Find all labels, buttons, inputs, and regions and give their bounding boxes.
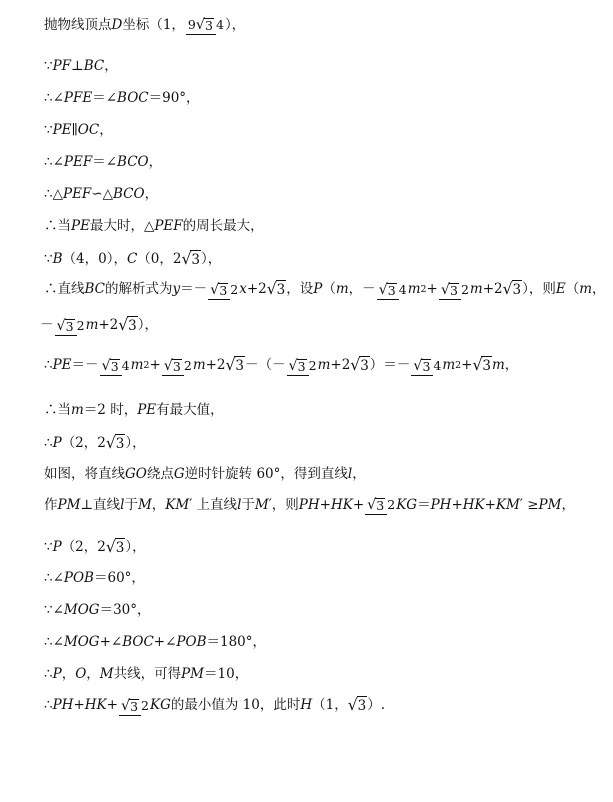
- math-variable: C: [126, 251, 138, 268]
- radical-sign-icon: √: [105, 434, 116, 452]
- text-run: ∵: [44, 58, 53, 74]
- text-run: ∴: [44, 435, 53, 452]
- fraction-denominator: [387, 495, 395, 512]
- text-run: ），: [125, 435, 146, 452]
- text-run: ，－: [348, 281, 376, 298]
- text-run: ，: [561, 496, 575, 513]
- math-variable: m: [442, 357, 456, 374]
- text-run: ∴△: [44, 186, 63, 202]
- solution-line: ∴直线 BC 的解析式为 y ＝－ √ 3 2 x +2 √3 ，设 P （ m ，－ √ 3 4 m 2 + √ 3 2 m +2 √3 ），则 E （ m ，: [44, 280, 606, 298]
- square-root: [181, 252, 200, 268]
- math-variable: POB: [63, 570, 94, 586]
- math-variable: PEF: [154, 218, 183, 234]
- math-variable: m: [130, 357, 144, 374]
- text-run: ′ 上直线: [189, 496, 238, 513]
- fraction-denominator: [141, 696, 149, 713]
- square-root: [348, 698, 367, 714]
- text-run: +2: [330, 357, 351, 374]
- square-root: [289, 359, 307, 374]
- math-variable: PM: [57, 496, 81, 513]
- text-run: ），: [224, 16, 246, 33]
- square-root: [503, 282, 522, 298]
- radical-sign-icon: √: [367, 497, 377, 514]
- text-run: +: [149, 357, 161, 374]
- square-root: [106, 540, 125, 556]
- math-variable: BC: [83, 58, 105, 74]
- math-variable: l: [120, 496, 125, 513]
- solution-line: [44, 498, 605, 513]
- math-variable: m: [85, 317, 99, 334]
- radicand: 3: [450, 282, 458, 298]
- solution-line: [44, 604, 605, 618]
- fraction: [55, 319, 85, 334]
- text-run: 作: [44, 496, 58, 513]
- radical-sign-icon: √: [225, 356, 236, 374]
- radical-sign-icon: √: [347, 696, 358, 714]
- solution-line: [44, 636, 605, 650]
- math-variable: GO: [125, 466, 147, 482]
- radicand: 3: [482, 358, 491, 374]
- math-variable: m: [491, 357, 505, 374]
- text-run: ∴当: [44, 402, 71, 418]
- text-run: 如图，将直线: [44, 466, 125, 482]
- solution-line: [44, 156, 605, 170]
- square-root: [367, 498, 385, 513]
- solution-line: [44, 436, 605, 452]
- text-run: ，: [352, 466, 366, 482]
- math-variable: KG: [396, 496, 418, 513]
- text-run: +: [451, 496, 463, 513]
- text-run: 逆时针旋转 60°，得到直线: [184, 466, 348, 482]
- text-run: ∴∠: [44, 90, 64, 106]
- fraction: [411, 359, 441, 374]
- fraction: [100, 359, 130, 374]
- math-variable: MOG: [63, 602, 100, 618]
- radicand: 3: [297, 358, 306, 374]
- math-variable: BOC: [122, 634, 154, 650]
- radical-sign-icon: √: [350, 356, 361, 374]
- text-run: ∴: [44, 357, 53, 374]
- math-variable: x: [239, 281, 247, 298]
- solution-line: [44, 220, 605, 234]
- text-run: +2: [246, 281, 267, 298]
- text-run: +: [106, 697, 118, 714]
- fraction-numerator: [439, 282, 461, 300]
- math-variable: PFE: [63, 90, 93, 106]
- math-variable: POB: [176, 634, 207, 650]
- fraction-numerator: [55, 318, 77, 336]
- math-variable: HK: [462, 496, 485, 513]
- text-run: （1，: [312, 697, 348, 714]
- text-run: 于: [241, 496, 255, 513]
- math-variable: PF: [52, 58, 72, 74]
- fraction-numerator: [377, 282, 399, 300]
- radicand: 3: [422, 358, 431, 374]
- radicand: 3: [276, 282, 286, 298]
- math-variable: m: [192, 357, 206, 374]
- radicand: 3: [205, 18, 213, 33]
- square-root: [413, 359, 431, 374]
- text-run: ，: [61, 666, 76, 682]
- text-run: 2: [141, 697, 149, 713]
- text-run: ，: [504, 357, 519, 374]
- text-run: ⊥直线: [80, 496, 121, 513]
- text-run: +∠: [153, 634, 177, 650]
- text-run: ∴∠: [44, 154, 64, 170]
- text-run: 绕点: [146, 466, 174, 482]
- math-variable: O: [75, 666, 87, 682]
- math-variable: P: [52, 539, 62, 556]
- radicand: 3: [387, 282, 396, 298]
- radical-sign-icon: √: [502, 280, 513, 298]
- solution-line: [44, 18, 605, 33]
- math-variable: M: [99, 666, 114, 682]
- math-variable: m: [579, 281, 593, 298]
- text-run: ），: [137, 317, 159, 334]
- square-root: [441, 283, 459, 298]
- radicand: 3: [219, 282, 228, 298]
- text-run: 9: [187, 17, 196, 33]
- text-run: ∴: [44, 666, 53, 682]
- fraction-numerator: [411, 358, 433, 376]
- math-variable: E: [555, 281, 566, 298]
- text-run: ∵∠: [44, 602, 64, 618]
- radicand: 3: [235, 358, 245, 374]
- square-root: [350, 358, 369, 374]
- text-run: ，: [151, 496, 166, 513]
- square-root: [57, 319, 75, 334]
- fraction-numerator: [119, 698, 141, 716]
- text-run: ＝－: [180, 281, 208, 298]
- square-root: [102, 359, 120, 374]
- text-run: 的最小值为 10，此时: [170, 697, 301, 714]
- text-run: ，: [104, 58, 118, 74]
- text-run: ∵: [44, 251, 53, 268]
- text-run: ），: [200, 251, 222, 268]
- solution-line: ∴ PE ＝－ √ 3 4 m 2 + √ 3 2 m +2 √3 －（－ √ 3 2 m +2 √3 ）＝－ √ 3 4 m 2 + √3 m ，: [44, 356, 519, 374]
- radicand: 3: [191, 252, 200, 268]
- text-run: ∴∠: [44, 570, 64, 586]
- math-variable: B: [52, 251, 63, 268]
- fraction: [287, 359, 317, 374]
- radical-sign-icon: √: [288, 357, 298, 374]
- text-run: ，: [148, 154, 163, 170]
- fraction-numerator: [287, 358, 309, 376]
- radical-sign-icon: √: [378, 281, 388, 298]
- fraction-denominator: [230, 280, 238, 297]
- text-run: 的解析式为: [105, 281, 173, 298]
- math-variable: PH: [52, 697, 74, 714]
- text-run: 2: [76, 317, 85, 333]
- text-run: ∵: [44, 122, 53, 138]
- solution-line: [44, 60, 605, 74]
- radicand: 3: [110, 358, 119, 374]
- text-run: +: [484, 496, 496, 513]
- text-run: ＝∠: [92, 154, 118, 170]
- fraction-numerator: [208, 282, 230, 300]
- math-variable: PE: [137, 402, 157, 418]
- solution-line: [44, 124, 605, 138]
- text-run: －（－: [245, 357, 286, 374]
- text-run: ＝90°，: [148, 90, 200, 106]
- text-run: 共线，可得: [113, 666, 182, 682]
- text-run: 坐标（1，: [122, 16, 185, 33]
- text-run: （0，2: [137, 251, 182, 268]
- square-root: [164, 359, 182, 374]
- text-run: ＝60°，: [93, 570, 145, 586]
- text-run: +: [352, 496, 365, 513]
- fraction-numerator: [100, 358, 122, 376]
- text-run: 2: [308, 357, 317, 373]
- text-run: ∽△: [91, 186, 113, 202]
- math-variable: m: [335, 281, 349, 298]
- math-variable: PEF: [62, 186, 92, 202]
- square-root: [267, 282, 286, 298]
- fraction-denominator: [399, 280, 407, 297]
- square-root: [121, 699, 139, 714]
- radicand: 3: [172, 358, 181, 374]
- text-run: 2: [230, 281, 239, 297]
- math-variable: BC: [84, 281, 106, 298]
- math-variable: PH: [298, 496, 320, 513]
- text-run: ，: [99, 122, 113, 138]
- solution-line: [44, 572, 605, 586]
- text-run: ′ ≥: [519, 496, 539, 513]
- square-root: [210, 283, 228, 298]
- radicand: 3: [357, 698, 367, 714]
- text-run: （: [322, 281, 336, 298]
- fraction-denominator: [309, 356, 317, 373]
- text-run: ′，则: [268, 496, 299, 513]
- text-run: +: [461, 357, 473, 374]
- math-variable: PE: [52, 357, 72, 374]
- fraction-denominator: [122, 356, 130, 373]
- text-run: ＝－: [71, 357, 99, 374]
- radical-sign-icon: √: [118, 316, 129, 334]
- text-run: ⊥: [71, 58, 84, 74]
- solution-line: [44, 92, 605, 106]
- solution-line: [44, 188, 605, 202]
- solution-line: [40, 318, 605, 334]
- math-variable: m: [407, 281, 421, 298]
- text-run: ，: [86, 666, 100, 682]
- fraction: [119, 699, 149, 714]
- math-variable: PE: [71, 218, 90, 234]
- fraction: [439, 283, 469, 298]
- text-run: （2，2: [61, 435, 106, 452]
- square-root: [196, 18, 214, 33]
- square-root: [472, 358, 491, 374]
- text-run: ）.: [367, 697, 386, 714]
- fraction-denominator: [216, 15, 224, 32]
- radicand: 3: [115, 436, 125, 452]
- radicand: 3: [115, 540, 125, 556]
- math-variable: y: [172, 281, 181, 298]
- text-run: +: [319, 496, 331, 513]
- text-run: +2: [482, 281, 503, 298]
- math-variable: KM: [165, 496, 190, 513]
- fraction-numerator: [186, 17, 216, 35]
- solution-line: [44, 468, 605, 482]
- math-variable: MOG: [63, 634, 100, 650]
- radical-sign-icon: √: [210, 281, 220, 298]
- math-variable: BCO: [117, 154, 149, 170]
- radical-sign-icon: √: [181, 250, 192, 268]
- math-variable: l: [237, 496, 242, 513]
- text-run: +2: [205, 357, 226, 374]
- text-run: 2: [460, 281, 469, 297]
- math-variable: HK: [84, 697, 107, 714]
- math-variable: G: [173, 466, 185, 482]
- text-run: ），则: [522, 281, 556, 298]
- fraction-numerator: [162, 358, 184, 376]
- radicand: 3: [65, 318, 74, 334]
- text-run: ∴当: [44, 218, 71, 234]
- fraction: [377, 283, 407, 298]
- math-variable: BOC: [117, 90, 149, 106]
- math-variable: PEF: [63, 154, 93, 170]
- text-run: +: [426, 281, 438, 298]
- text-run: ＝2 时，: [83, 402, 138, 418]
- text-run: （2，2: [61, 539, 106, 556]
- text-run: 4: [215, 17, 224, 33]
- solution-line: [44, 252, 605, 268]
- math-variable: PH: [430, 496, 452, 513]
- text-run: ∴: [44, 697, 53, 714]
- math-variable: PE: [52, 122, 72, 138]
- radicand: 3: [512, 282, 522, 298]
- fraction: [186, 18, 224, 33]
- fraction-denominator: [184, 356, 192, 373]
- math-variable: PM: [181, 666, 205, 682]
- text-run: （: [565, 281, 580, 298]
- text-run: +2: [98, 317, 119, 334]
- square-root: [226, 358, 245, 374]
- text-run: 4: [121, 357, 130, 373]
- text-run: 最大时，△: [89, 218, 155, 234]
- text-run: ∴∠: [44, 634, 64, 650]
- math-variable: HK: [330, 496, 353, 513]
- radical-sign-icon: √: [56, 317, 66, 334]
- math-variable: m: [469, 281, 483, 298]
- text-run: ＝: [417, 496, 431, 513]
- text-run: ＝180°，: [206, 634, 267, 650]
- solution-line: [44, 540, 605, 556]
- fraction-denominator: [461, 280, 469, 297]
- text-run: ＝∠: [92, 90, 118, 106]
- fraction: [162, 359, 192, 374]
- radicand: 3: [130, 698, 139, 714]
- text-run: ∥: [71, 122, 78, 138]
- radical-sign-icon: √: [266, 280, 277, 298]
- math-variable: P: [52, 666, 62, 682]
- text-run: 2: [387, 497, 396, 513]
- radical-sign-icon: √: [472, 356, 483, 374]
- fraction: [365, 498, 395, 513]
- math-variable: P: [52, 435, 62, 452]
- text-run: ，: [144, 186, 159, 202]
- text-run: 有最大值，: [156, 402, 224, 418]
- text-run: ，设: [286, 281, 314, 298]
- math-variable: OC: [77, 122, 100, 138]
- square-root: [118, 318, 137, 334]
- radical-sign-icon: √: [101, 357, 111, 374]
- fraction-denominator: [77, 316, 85, 333]
- solution-line: [44, 404, 605, 418]
- fraction-numerator: [365, 497, 387, 515]
- math-variable: PM: [538, 496, 562, 513]
- text-run: 于: [124, 496, 138, 513]
- text-run: ）＝－: [369, 357, 411, 374]
- text-run: ＝10，: [204, 666, 249, 682]
- math-variable: m: [317, 357, 331, 374]
- fraction: [208, 283, 238, 298]
- text-run: ，: [592, 281, 606, 298]
- text-run: 的周长最大，: [182, 218, 264, 234]
- math-variable: m: [71, 402, 84, 418]
- text-run: －: [40, 317, 54, 334]
- radical-sign-icon: √: [413, 357, 423, 374]
- text-run: 4: [398, 281, 407, 297]
- square-root: [379, 283, 397, 298]
- radicand: 3: [376, 498, 385, 513]
- text-run: ∴直线: [44, 281, 85, 298]
- math-variable: BCO: [113, 186, 145, 202]
- radical-sign-icon: √: [105, 538, 116, 556]
- fraction-denominator: [433, 356, 441, 373]
- text-run: 2: [183, 357, 192, 373]
- text-run: ＝30°，: [99, 602, 151, 618]
- text-run: 4: [433, 357, 442, 373]
- math-variable: H: [300, 697, 313, 714]
- square-root: [106, 436, 125, 452]
- text-run: +∠: [99, 634, 123, 650]
- radical-sign-icon: √: [120, 697, 131, 714]
- solution-line: [44, 668, 605, 682]
- text-run: +: [73, 697, 85, 714]
- text-run: 抛物线顶点: [44, 16, 112, 33]
- radical-sign-icon: √: [440, 281, 450, 298]
- math-variable: KM: [495, 496, 520, 513]
- math-variable: M: [137, 496, 152, 513]
- math-variable: D: [111, 16, 123, 33]
- math-variable: M: [254, 496, 269, 513]
- text-run: ∵: [44, 539, 53, 556]
- radicand: 3: [360, 358, 369, 374]
- math-variable: P: [313, 281, 323, 298]
- text-run: ），: [125, 539, 146, 556]
- radical-sign-icon: √: [195, 17, 206, 34]
- math-variable: l: [347, 466, 353, 482]
- text-run: （4，0），: [62, 251, 127, 268]
- radical-sign-icon: √: [163, 357, 173, 374]
- radicand: 3: [128, 318, 137, 334]
- solution-line: [44, 698, 605, 714]
- math-variable: KG: [150, 697, 171, 714]
